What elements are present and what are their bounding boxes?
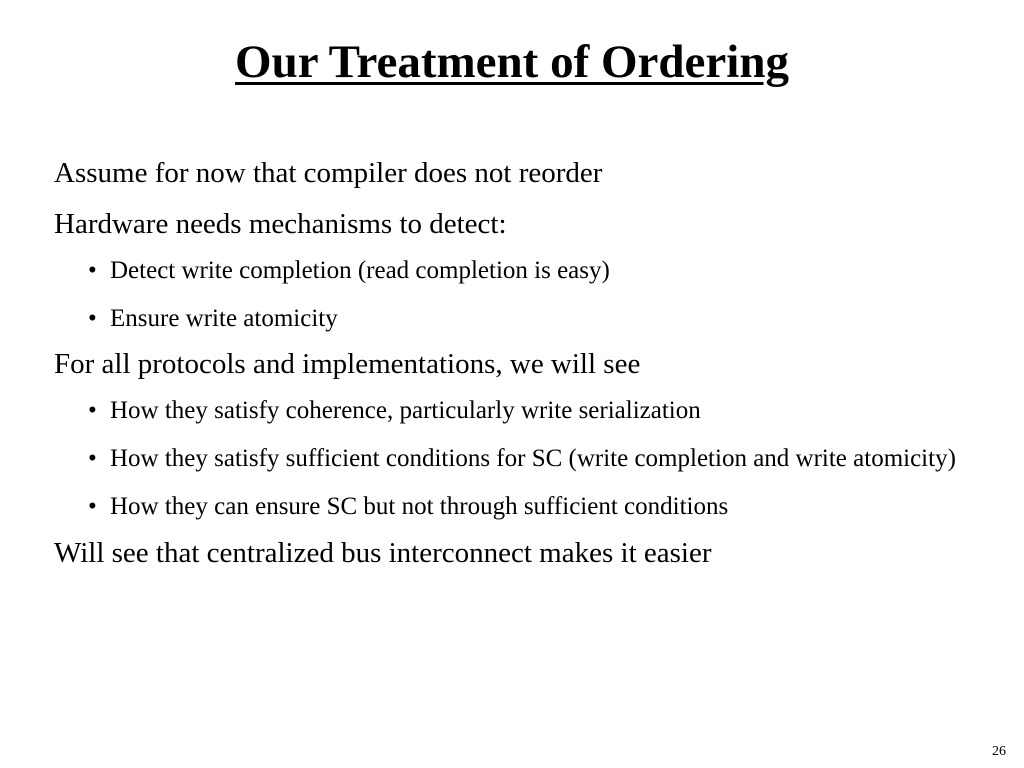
bullet-level2 xyxy=(54,492,994,522)
bullet-dot-icon: • xyxy=(88,305,97,332)
bullet-level2 xyxy=(54,256,994,286)
bullet-level1: Assume for now that compiler does not reorder xyxy=(54,157,603,189)
bullet-dot-icon: • xyxy=(88,257,97,284)
slide-body xyxy=(54,155,994,571)
bullet-dot-icon: • xyxy=(88,493,97,520)
bullet-text: How they satisfy sufficient conditions for SC (write completion and write atomicity) xyxy=(110,445,956,472)
bullet-dot-icon: • xyxy=(88,445,97,472)
bullet-level2 xyxy=(54,304,994,334)
bullet-text: Detect write completion (read completion is easy) xyxy=(110,257,610,284)
bullet-level2 xyxy=(54,396,994,426)
bullet-level1: Hardware needs mechanisms to detect: xyxy=(54,208,507,240)
bullet-text: How they can ensure SC but not through sufficient conditions xyxy=(110,493,729,520)
bullet-level2 xyxy=(54,444,994,474)
bullet-level1: For all protocols and implementations, we will see xyxy=(54,348,641,380)
slide-title: Our Treatment of Ordering xyxy=(235,36,789,88)
page-number: 26 xyxy=(992,744,1006,759)
bullet-dot-icon: • xyxy=(88,397,97,424)
bullet-level1: Will see that centralized bus interconnect makes it easier xyxy=(54,537,712,569)
bullet-text: How they satisfy coherence, particularly write serialization xyxy=(110,397,701,424)
bullet-text: Ensure write atomicity xyxy=(110,305,338,332)
